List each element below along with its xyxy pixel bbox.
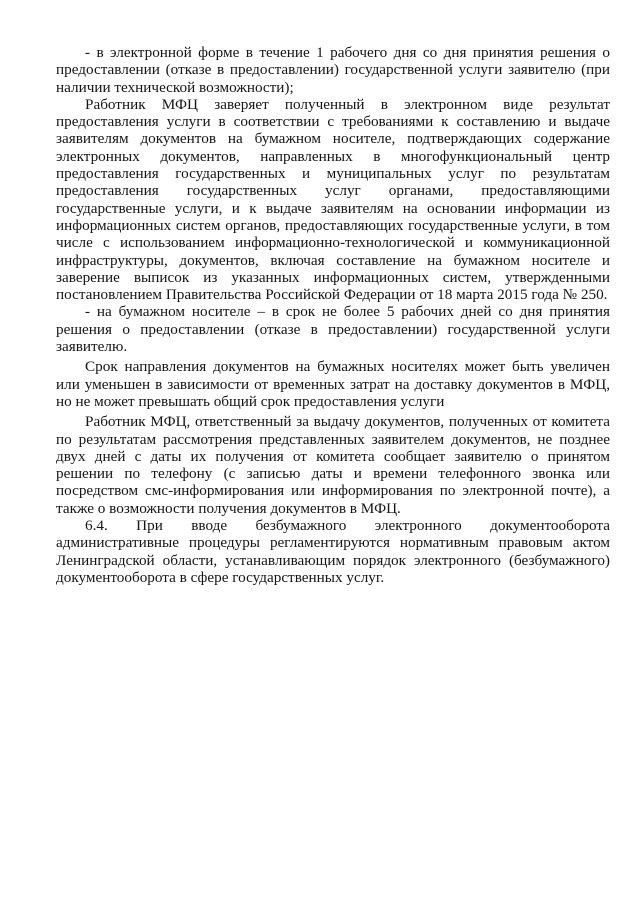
- paragraph-paper-form: - на бумажном носителе – в срок не более 5 рабочих дней со дня принятия решения о предоставлении (отказе в предоставлении) государственной услуги заявителю.: [56, 303, 610, 356]
- paragraph-mfc-notification: Работник МФЦ, ответственный за выдачу документов, полученных от комитета по результатам рассмотрения представленных заявителем документов, не позднее двух дней с даты их получения от комитета сообщает заявителю о принятом решении по телефону (с записью даты и времени телефонного звонка или посредством смс-информирования или информирования по электронной почте), а также о возможности получения документов в МФЦ.: [56, 413, 610, 517]
- paragraph-electronic-form: - в электронной форме в течение 1 рабочего дня со дня принятия решения о предоставлении (отказе в предоставлении) государственной услуги заявителю (при наличии технической возможности);: [56, 44, 610, 96]
- paragraph-section-6-4: 6.4. При вводе безбумажного электронного документооборота административные процедуры регламентируются нормативным правовым актом Ленинградской области, устанавливающим порядок электронного (безбумажного) документооборота в сфере государственных услуг.: [56, 517, 610, 586]
- paragraph-paper-deadline: Срок направления документов на бумажных носителях может быть увеличен или уменьшен в зависимости от временных затрат на доставку документов в МФЦ, но не может превышать общий срок предоставления услуги: [56, 358, 610, 410]
- document-page: [56, 44, 610, 589]
- paragraph-mfc-certification: Работник МФЦ заверяет полученный в электронном виде результат предоставления услуги в соответствии с требованиями к составлению и выдаче заявителям документов на бумажном носителе, подтверждающих содержание электронных документов, направленных в многофункциональный центр предоставления государственных и муниципальных услуг по результатам предоставления государственных услуг органами, предоставляющими государственные услуги, и к выдаче заявителям на основании информации из информационных систем органов, предоставляющих государственные услуги, в том числе с использованием информационно-технологической и коммуникационной инфраструктуры, документов, включая составление на бумажном носителе и заверение выписок из указанных информационных систем, утвержденными постановлением Правительства Российской Федерации от 18 марта 2015 года № 250.: [56, 95, 610, 304]
